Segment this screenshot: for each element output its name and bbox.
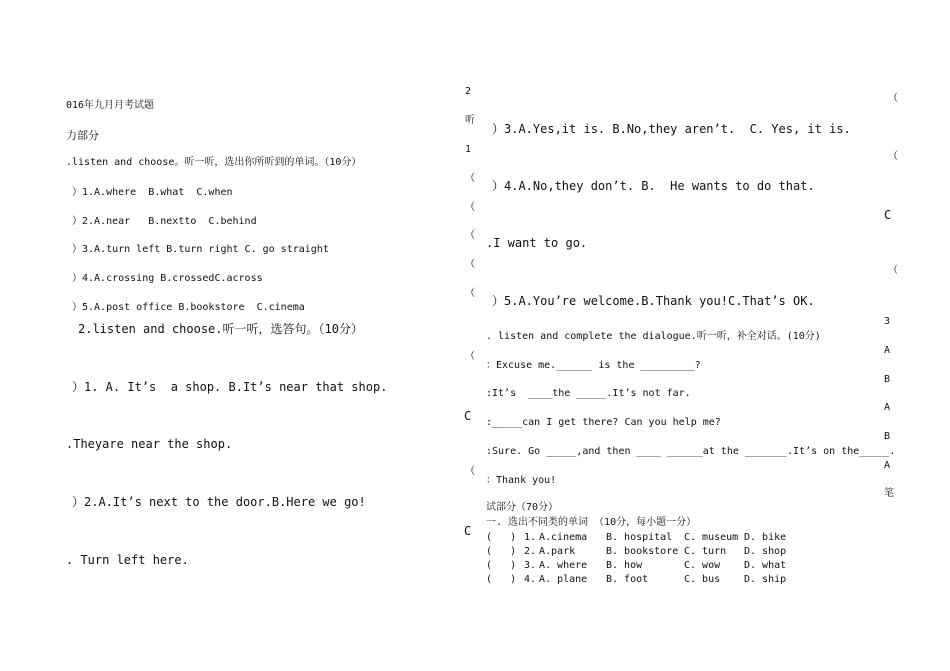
part1-item-4: ）4.A.crossing B.crossedC.across [72, 273, 263, 284]
part1-item-3: ）3.A.turn left B.turn right C. go straight [72, 244, 329, 255]
vocab-section-title: 一. 选出不同类的单词 （10分，每小题一分） [486, 517, 697, 528]
margin-right-1: （ [888, 93, 898, 104]
margin-right-9: B [884, 431, 891, 442]
margin-mid-4: （ [465, 173, 475, 184]
answer-blank: ( ) [486, 574, 517, 585]
margin-mid-12: C [464, 524, 472, 538]
part1-item-2: ）2.A.near B.nextto C.behind [72, 216, 257, 227]
vocab-row [486, 533, 816, 545]
margin-right-10: A [884, 460, 891, 471]
margin-right-5: 3 [884, 316, 891, 327]
part2-q4: ）4.A.No,they don’t. B. He wants to do that. [492, 179, 815, 193]
part2-q3: ）3.A.Yes,it is. B.No,they aren’t. C. Yes, it is. [492, 122, 851, 136]
option-a: A.park [539, 546, 576, 557]
margin-mid-1: 2 [465, 86, 472, 97]
margin-right-2: （ [888, 151, 898, 162]
item-number: 3. [524, 560, 537, 571]
part2-q4-option-c: .I want to go. [486, 236, 588, 250]
margin-right-3: C [884, 208, 892, 222]
option-b: B. how [606, 560, 643, 571]
dialogue-line-4: :Sure. Go _____,and then ____ ______at the _______.It’s on the_____. [486, 446, 896, 457]
option-c: C. bus [684, 574, 721, 585]
margin-mid-3: 1 [465, 144, 472, 155]
option-d: D. bike [744, 532, 787, 543]
option-a: A.cinema [539, 532, 588, 543]
part2-line-2: .Theyare near the shop. [66, 437, 233, 451]
option-c: C. turn [684, 546, 727, 557]
part2-line-1: ）1. A. It’s a shop. B.It’s near that shop. [72, 380, 388, 394]
margin-right-8: A [884, 402, 891, 413]
vocab-row [486, 561, 816, 573]
option-c: C. wow [684, 560, 721, 571]
margin-right-6: A [884, 345, 891, 356]
option-d: D. ship [744, 574, 787, 585]
part2-line-4: . Turn left here. [66, 553, 189, 567]
part1-instruction: .listen and choose。听一听，选出你所听到的单词。（10分） [66, 157, 362, 168]
part3-instruction: . listen and complete the dialogue.听一听，补全对话。(10分) [486, 331, 821, 342]
option-d: D. shop [744, 546, 787, 557]
option-b: B. bookstore [606, 546, 679, 557]
margin-mid-8: （ [465, 288, 475, 299]
margin-mid-6: （ [465, 230, 475, 241]
item-number: 4. [524, 574, 537, 585]
dialogue-line-3: :_____can I get there? Can you help me? [486, 417, 721, 428]
part2-instruction: 2.listen and choose.听一听，选答句。（10分） [78, 322, 363, 336]
part1-item-5: ）5.A.post office B.bookstore C.cinema [72, 302, 305, 313]
exam-header: 016年九月月考试题 [66, 100, 155, 111]
margin-right-7: B [884, 374, 891, 385]
margin-mid-7: （ [465, 259, 475, 270]
answer-blank: ( ) [486, 546, 517, 557]
margin-mid-5: （ [465, 202, 475, 213]
part2-q5: ）5.A.You’re welcome.B.Thank you!C.That’s OK. [492, 294, 815, 308]
option-d: D. what [744, 560, 787, 571]
item-number: 2. [524, 546, 537, 557]
dialogue-line-2: :It’s ____the _____.It’s not far. [486, 388, 691, 399]
option-a: A. where [539, 560, 588, 571]
answer-blank: ( ) [486, 560, 517, 571]
option-a: A. plane [539, 574, 588, 585]
dialogue-line-1: ：Excuse me.______ is the _________? [486, 360, 701, 371]
margin-mid-9: （ [465, 351, 475, 362]
vocab-row [486, 575, 816, 587]
margin-mid-2: 听 [465, 115, 475, 126]
part2-line-3: ）2.A.It’s next to the door.B.Here we go! [72, 495, 366, 509]
section-title: 力部分 [66, 129, 99, 142]
vocab-row [486, 547, 816, 559]
margin-right-11: 笔 [884, 488, 894, 499]
option-c: C. museum [684, 532, 739, 543]
margin-right-4: （ [888, 265, 898, 276]
dialogue-line-5: ：Thank you! [486, 475, 557, 486]
option-b: B. hospital [606, 532, 673, 543]
answer-blank: ( ) [486, 532, 517, 543]
option-b: B. foot [606, 574, 649, 585]
item-number: 1. [524, 532, 537, 543]
part1-item-1: ）1.A.where B.what C.when [72, 187, 233, 198]
written-part-title: 试部分（70分） [486, 502, 559, 513]
margin-mid-10: C [464, 409, 472, 423]
margin-mid-11: （ [465, 466, 475, 477]
